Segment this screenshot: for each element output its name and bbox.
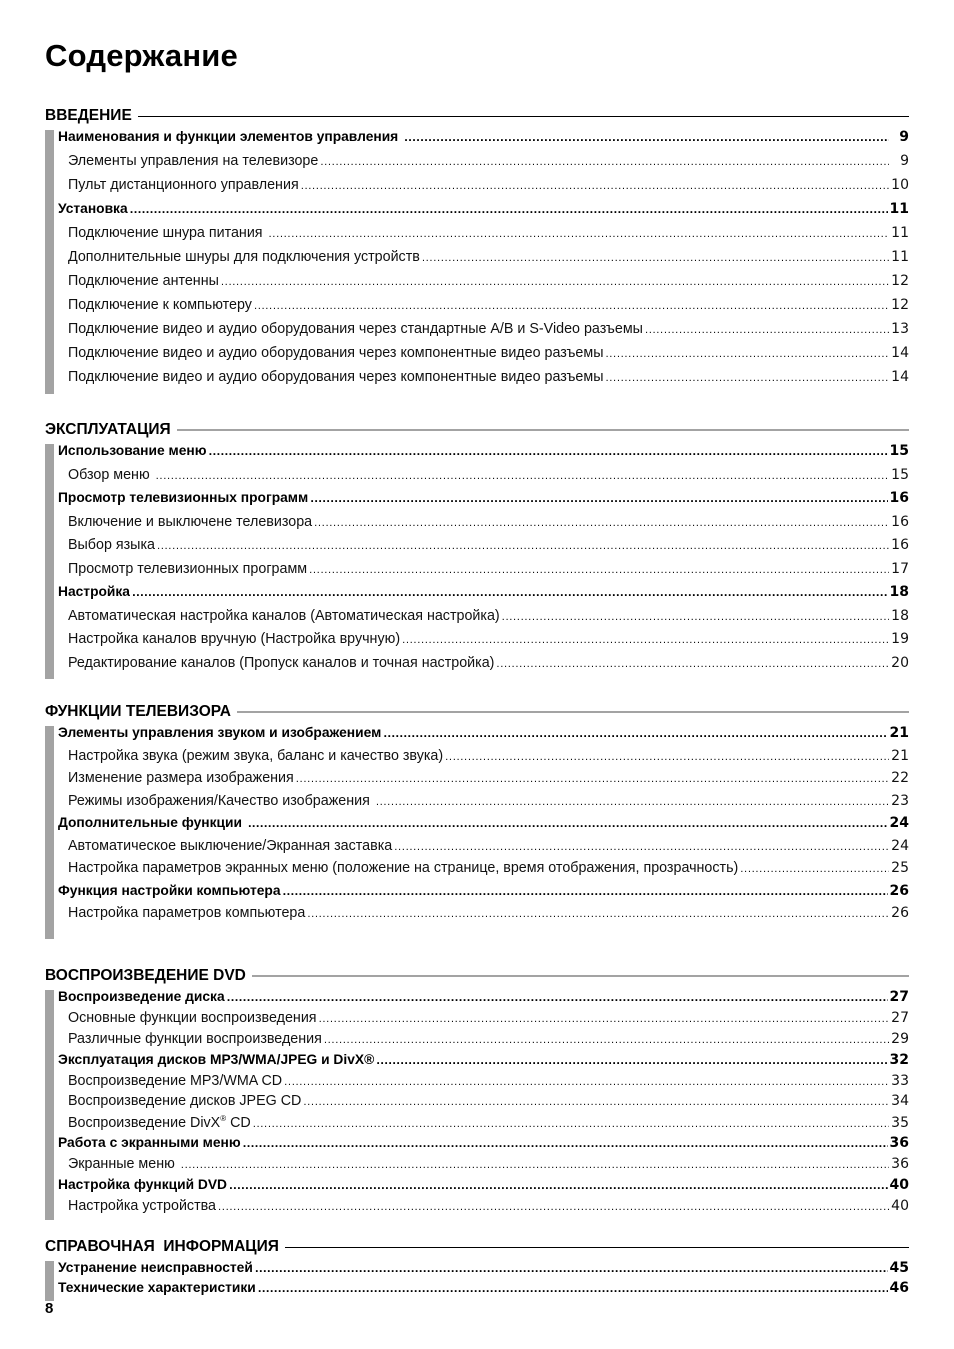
toc-chapter-entry[interactable] (58, 1178, 909, 1199)
entry-title: Настройка каналов вручную (Настройка вручную) (68, 631, 401, 647)
entry-title: Подключение шнура питания (68, 225, 267, 241)
entry-page-number: 18 (891, 607, 909, 624)
dot-leader (394, 843, 889, 853)
entry-page-number: 40 (891, 1197, 909, 1214)
dot-leader (227, 994, 888, 1004)
entry-title: Автоматическая настройка каналов (Автоматическая настройка) (68, 607, 500, 624)
toc-chapter-entry[interactable] (58, 1136, 909, 1157)
toc-subentry[interactable] (58, 562, 909, 586)
entry-title: Элементы управления звуком и изображением (58, 725, 382, 740)
dot-leader (314, 519, 889, 529)
section-side-bar (45, 726, 54, 939)
entry-title: Настройка (58, 584, 130, 599)
dot-leader (502, 613, 889, 623)
toc-subentry[interactable] (58, 178, 909, 202)
toc-chapter-entry[interactable] (58, 726, 909, 749)
section-heading-text: ФУНКЦИИ ТЕЛЕВИЗОРА (45, 703, 231, 720)
toc-subentry[interactable] (58, 656, 909, 680)
dot-leader (243, 1140, 888, 1150)
entry-page-number: 10 (891, 177, 909, 193)
entry-title: Изменение размера изображения (68, 770, 294, 786)
dot-leader (740, 865, 889, 875)
entry-page-number: 35 (891, 1115, 909, 1132)
entry-title: Настройка параметров экранных меню (положение на странице, время отображения, прозрачность) (68, 860, 739, 876)
entry-title: Подключение видео и аудио оборудования через компонентные видео разъемы (68, 345, 604, 361)
entry-title: Основные функции воспроизведения (68, 1009, 317, 1026)
section-divider (177, 429, 909, 431)
entry-title: Подключение к компьютеру (68, 297, 252, 313)
entry-page-number: 13 (891, 321, 909, 337)
entry-page-number: 22 (891, 770, 909, 786)
section-heading-text: СПРАВОЧНАЯ ИНФОРМАЦИЯ (45, 1238, 279, 1255)
entry-page-number: 36 (891, 1156, 909, 1173)
section-side-bar (45, 990, 54, 1220)
toc-subentry[interactable] (58, 1157, 909, 1178)
entry-page-number: 16 (891, 537, 909, 553)
toc-chapter-entry[interactable] (58, 130, 909, 154)
toc-subentry[interactable] (58, 794, 909, 817)
dot-leader (376, 1057, 887, 1067)
entry-title: Включение и выключене телевизора (68, 513, 313, 530)
toc-subentry[interactable] (58, 322, 909, 346)
toc-subentry[interactable] (58, 861, 909, 884)
entry-page-number: 21 (889, 725, 909, 741)
toc-subentry[interactable] (58, 906, 909, 929)
section-side-bar (45, 130, 54, 394)
dot-leader (445, 753, 889, 763)
toc-subentry[interactable] (58, 771, 909, 794)
entry-title: Установка (58, 201, 128, 216)
entry-title: Автоматическое выключение/Экранная заставка (68, 837, 393, 854)
toc-subentry[interactable] (58, 1199, 909, 1220)
entry-page-number: 11 (891, 249, 909, 265)
section-heading-text: ВВЕДЕНИЕ (45, 107, 132, 124)
section-divider (252, 975, 909, 977)
toc-chapter-entry[interactable] (58, 990, 909, 1011)
toc-subentry[interactable] (58, 1094, 909, 1115)
dot-leader (376, 798, 889, 808)
page-title: Содержание (45, 38, 238, 73)
entry-page-number: 9 (900, 153, 909, 169)
toc-subentry[interactable] (58, 346, 909, 370)
entry-page-number: 9 (899, 129, 909, 145)
dot-leader (181, 1161, 889, 1171)
dot-leader (383, 730, 887, 740)
dot-leader (301, 182, 889, 192)
entry-title: Подключение видео и аудио оборудования через компонентные видео разъемы (68, 369, 604, 385)
entry-title: Настройка устройства (68, 1197, 217, 1214)
entry-title: Эксплуатация дисков MP3/WMA/JPEG и DivX® (58, 1051, 375, 1067)
entry-page-number: 11 (889, 201, 909, 217)
entry-title: Настройка звука (режим звука, баланс и качество звука) (68, 747, 444, 764)
dot-leader (309, 566, 889, 576)
dot-leader (255, 1265, 888, 1275)
entry-title: Просмотр телевизионных программ (58, 490, 309, 505)
toc-subentry[interactable] (58, 839, 909, 862)
toc-subentry[interactable] (58, 632, 909, 656)
dot-leader (645, 326, 889, 336)
entry-page-number: 12 (891, 297, 909, 313)
entry-title: Использование меню (58, 443, 207, 458)
toc-subentry[interactable] (58, 468, 909, 492)
dot-leader (253, 1120, 889, 1130)
dot-leader (229, 1182, 887, 1192)
entry-page-number: 25 (891, 860, 909, 876)
section-divider (237, 711, 909, 713)
entry-page-number: 29 (891, 1030, 909, 1047)
entry-title: Дополнительные функции (58, 815, 246, 830)
dot-leader (218, 1203, 889, 1213)
entry-title: Пульт дистанционного управления (68, 177, 299, 193)
entry-page-number: 40 (889, 1177, 909, 1194)
section-heading (45, 1237, 909, 1257)
entry-page-number: 24 (891, 837, 909, 854)
entry-page-number: 14 (891, 345, 909, 361)
toc-chapter-entry[interactable] (58, 1261, 909, 1281)
dot-leader (258, 1285, 888, 1295)
entry-page-number: 27 (891, 1009, 909, 1026)
section-heading (45, 702, 909, 722)
entry-page-number: 11 (891, 225, 909, 241)
entry-title: Воспроизведение диска (58, 989, 225, 1004)
entry-page-number: 15 (889, 443, 909, 459)
toc-subentry[interactable] (58, 1115, 909, 1136)
entry-page-number: 16 (891, 513, 909, 530)
section-entries (45, 130, 909, 394)
dot-leader (606, 350, 890, 360)
entry-title: Выбор языка (68, 537, 155, 553)
entry-page-number: 21 (891, 747, 909, 764)
dot-leader (254, 302, 889, 312)
entry-title: Настройка функций DVD (58, 1177, 228, 1193)
toc-subentry[interactable] (58, 250, 909, 274)
dot-leader (324, 1036, 889, 1046)
dot-leader (606, 374, 890, 384)
section-entries (45, 444, 909, 679)
toc-chapter-entry[interactable] (58, 1053, 909, 1074)
entry-page-number: 36 (889, 1135, 909, 1152)
entry-page-number: 14 (891, 369, 909, 385)
entry-page-number: 34 (891, 1093, 909, 1110)
dot-leader (209, 448, 888, 458)
section-heading-text: ВОСПРОИЗВЕДЕНИЕ DVD (45, 967, 246, 984)
entry-page-number: 32 (889, 1051, 909, 1068)
dot-leader (307, 910, 889, 920)
entry-title: Просмотр телевизионных программ (68, 560, 308, 577)
dot-leader (284, 1078, 889, 1088)
entry-page-number: 12 (891, 273, 909, 289)
toc-section (45, 702, 909, 939)
entry-title: Наименования и функции элементов управления (58, 129, 403, 144)
toc-chapter-entry[interactable] (58, 884, 909, 907)
section-side-bar (45, 444, 54, 679)
entry-title: Технические характеристики (58, 1280, 256, 1295)
toc-chapter-entry[interactable] (58, 816, 909, 839)
entry-page-number: 33 (891, 1072, 909, 1089)
entry-page-number: 17 (891, 560, 909, 577)
dot-leader (130, 206, 888, 216)
dot-leader (248, 820, 888, 830)
toc-subentry[interactable] (58, 274, 909, 298)
section-divider (285, 1247, 909, 1248)
section-entries (45, 990, 909, 1220)
section-entries (45, 726, 909, 939)
dot-leader (157, 542, 889, 552)
dot-leader (283, 888, 888, 898)
dot-leader (221, 278, 889, 288)
dot-leader (402, 636, 889, 646)
section-heading-text: ЭКСПЛУАТАЦИЯ (45, 421, 171, 438)
toc-chapter-entry[interactable] (58, 202, 909, 226)
entry-title: Функция настройки компьютера (58, 882, 281, 898)
toc-chapter-entry[interactable] (58, 444, 909, 468)
dot-leader (496, 660, 889, 670)
entry-page-number: 16 (889, 490, 909, 506)
entry-page-number: 26 (891, 905, 909, 921)
dot-leader (404, 134, 889, 144)
entry-title: Воспроизведение DivX® CD (68, 1114, 251, 1132)
section-heading (45, 966, 909, 986)
entry-title: Подключение видео и аудио оборудования через стандартные A/B и S-Video разъемы (68, 321, 643, 337)
entry-title: Подключение антенны (68, 273, 219, 289)
toc-subentry[interactable] (58, 226, 909, 250)
dot-leader (296, 775, 889, 785)
toc-subentry[interactable] (58, 749, 909, 772)
entry-title: Дополнительные шнуры для подключения устройств (68, 249, 420, 265)
entry-title: Экранные меню (68, 1156, 179, 1173)
dot-leader (269, 230, 889, 240)
toc-subentry[interactable] (58, 538, 909, 562)
dot-leader (156, 472, 889, 482)
section-heading (45, 420, 909, 440)
dot-leader (320, 158, 889, 168)
toc-chapter-entry[interactable] (58, 1281, 909, 1301)
dot-leader (303, 1098, 889, 1108)
entry-page-number: 24 (889, 815, 909, 831)
entry-page-number: 23 (891, 792, 909, 809)
entry-page-number: 18 (889, 584, 909, 600)
entry-title: Настройка параметров компьютера (68, 905, 306, 921)
toc-subentry[interactable] (58, 515, 909, 539)
entry-title: Устранение неисправностей (58, 1260, 253, 1275)
entry-title: Работа с экранными меню (58, 1135, 241, 1151)
entry-page-number: 19 (891, 631, 909, 647)
toc-subentry[interactable] (58, 1074, 909, 1095)
section-side-bar (45, 1261, 54, 1301)
entry-title: Редактирование каналов (Пропуск каналов и точная настройка) (68, 654, 495, 671)
section-heading (45, 106, 909, 126)
entry-title: Элементы управления на телевизоре (68, 153, 319, 169)
toc-subentry[interactable] (58, 154, 909, 178)
toc-subentry[interactable] (58, 1032, 909, 1053)
toc-section (45, 106, 909, 394)
section-divider (138, 116, 909, 117)
toc-subentry[interactable] (58, 1011, 909, 1032)
entry-page-number: 45 (889, 1260, 909, 1276)
entry-page-number: 26 (889, 882, 909, 899)
toc-chapter-entry[interactable] (58, 491, 909, 515)
dot-leader (310, 495, 887, 505)
dot-leader (132, 589, 888, 599)
entry-page-number: 27 (889, 989, 909, 1005)
entry-page-number: 46 (889, 1280, 909, 1296)
entry-title: Воспроизведение дисков JPEG CD (68, 1093, 302, 1110)
toc-subentry[interactable] (58, 298, 909, 322)
toc-section (45, 1237, 909, 1301)
dot-leader (422, 254, 889, 264)
entry-title: Различные функции воспроизведения (68, 1030, 322, 1047)
dot-leader (319, 1015, 889, 1025)
entry-page-number: 15 (891, 466, 909, 483)
entry-title: Обзор меню (68, 466, 154, 483)
entry-title: Воспроизведение MP3/WMA CD (68, 1072, 283, 1089)
entry-page-number: 20 (891, 654, 909, 671)
toc-subentry[interactable] (58, 609, 909, 633)
entry-title: Режимы изображения/Качество изображения (68, 792, 374, 809)
toc-chapter-entry[interactable] (58, 585, 909, 609)
section-entries (45, 1261, 909, 1301)
toc-section (45, 966, 909, 1220)
page-number: 8 (45, 1300, 54, 1317)
toc-subentry[interactable] (58, 370, 909, 394)
toc-section (45, 420, 909, 679)
